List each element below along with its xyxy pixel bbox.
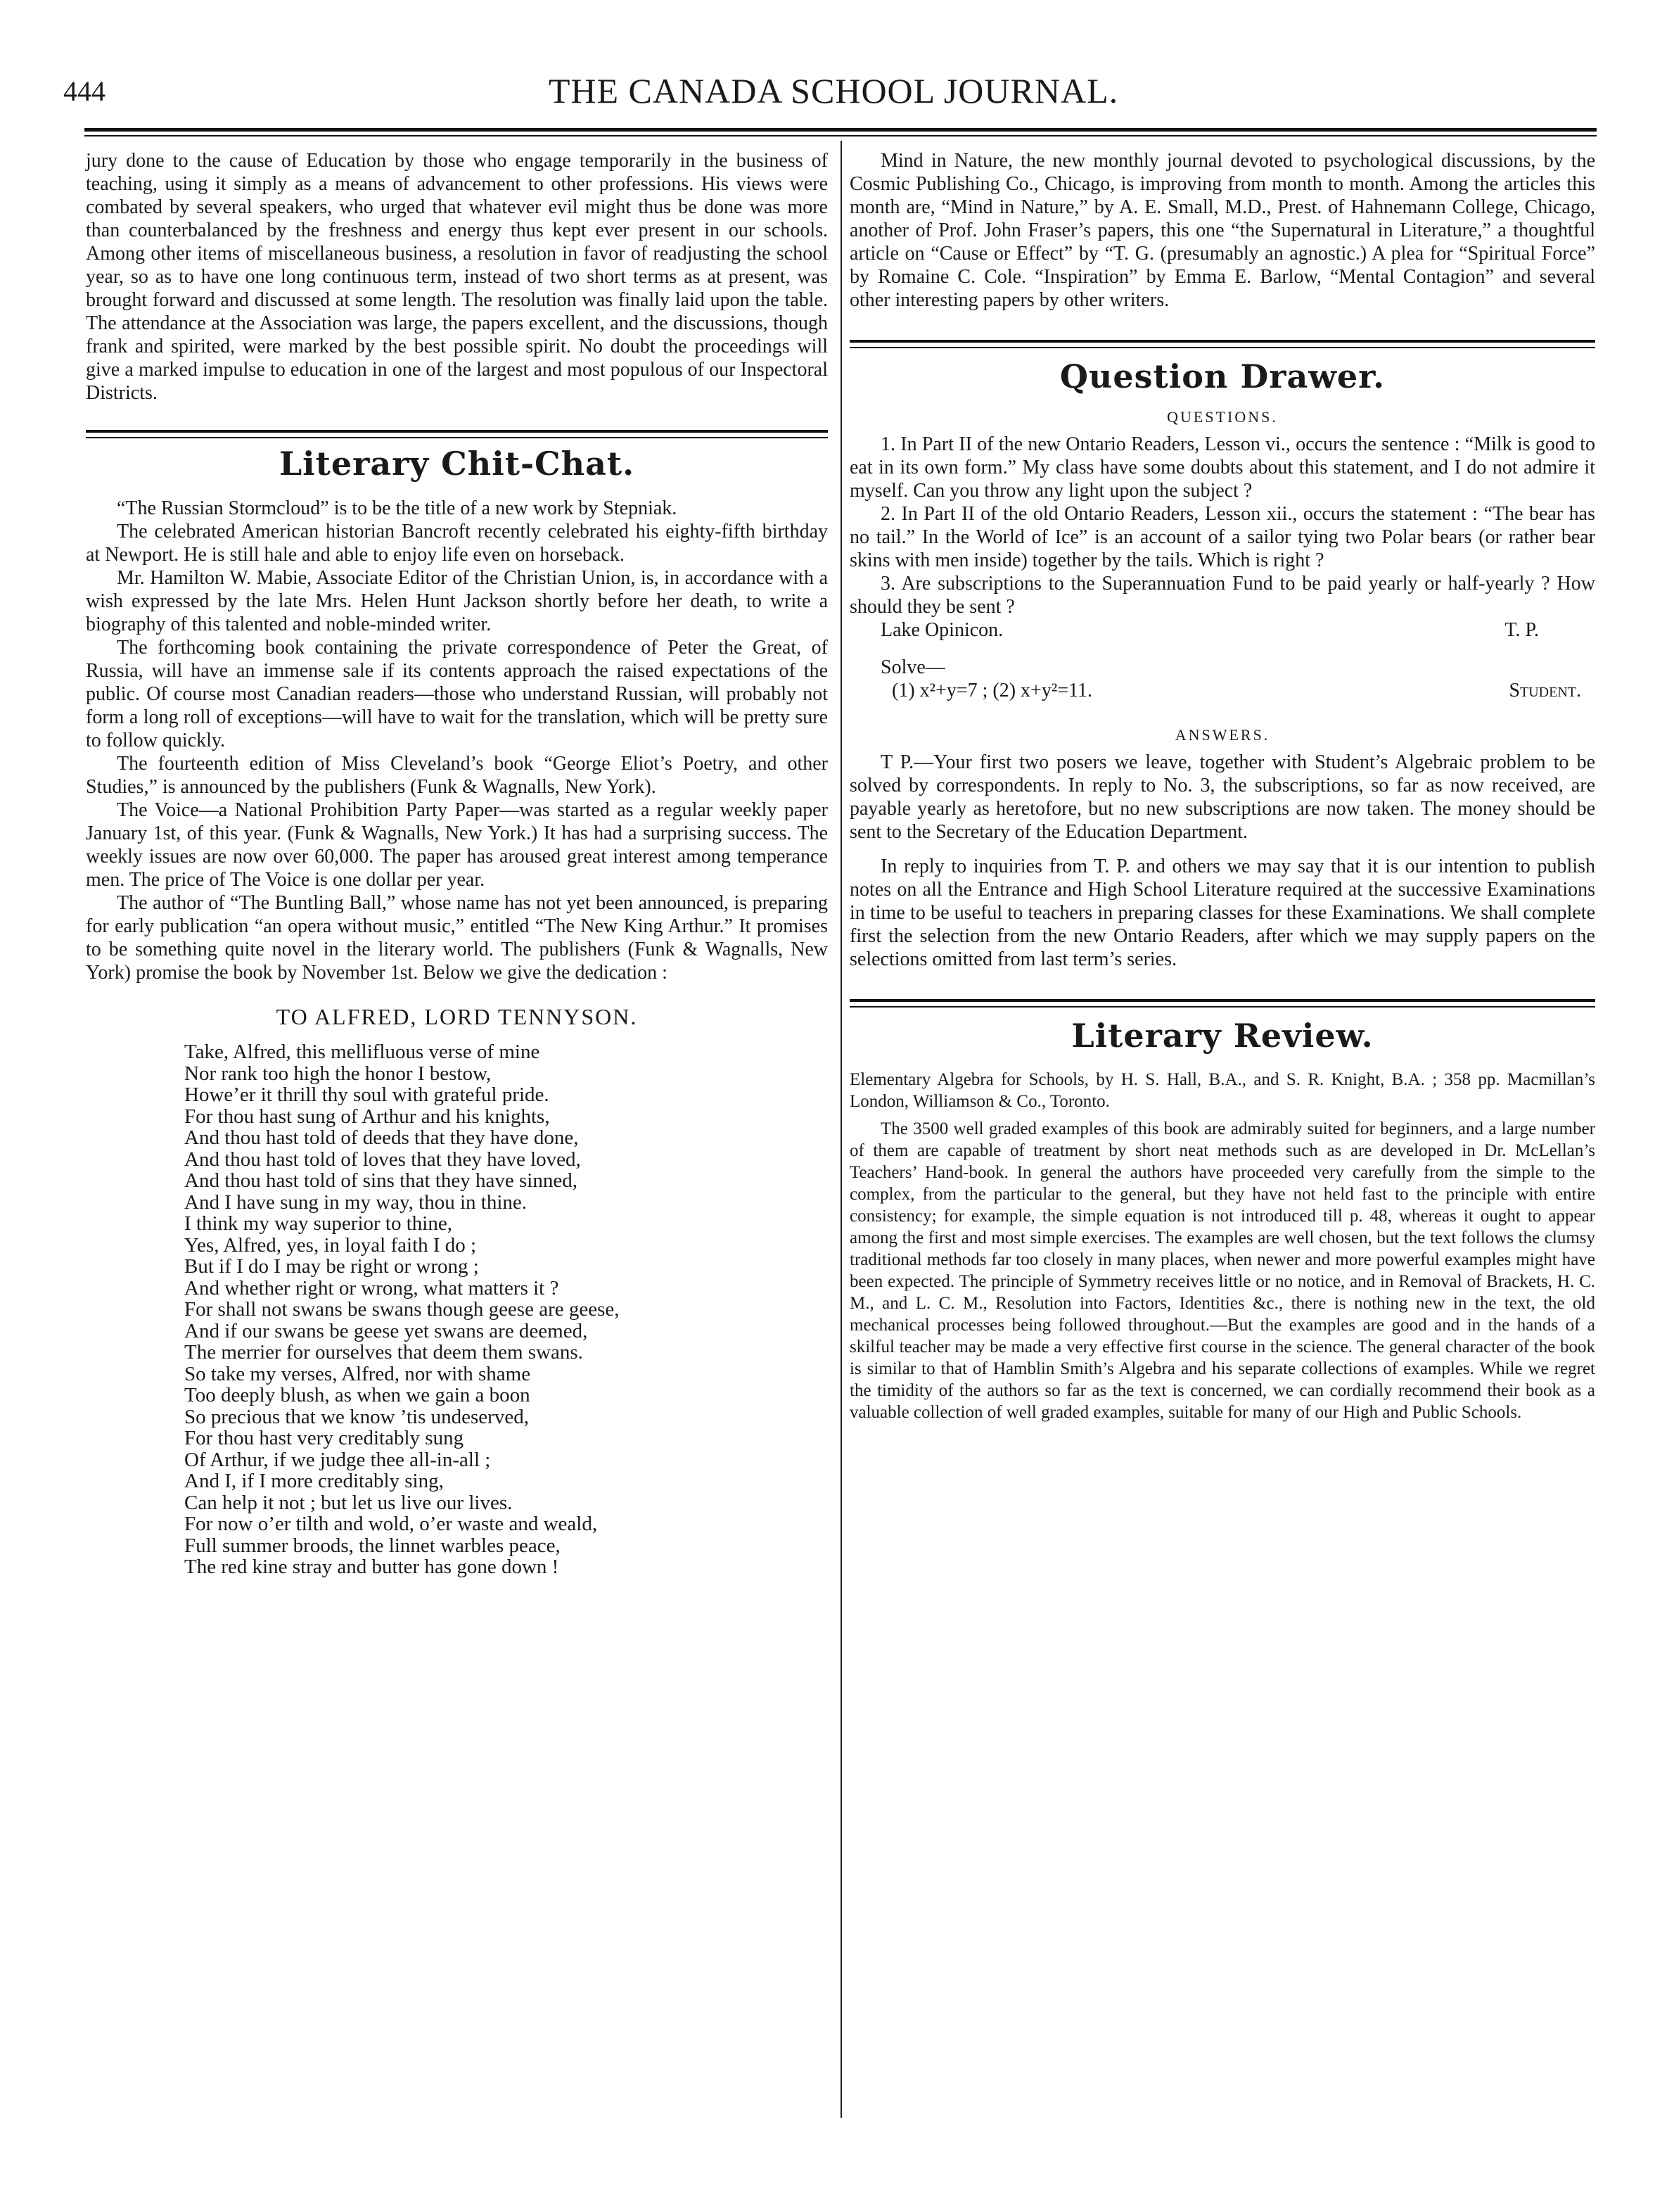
poem-line: For thou hast very creditably sung — [184, 1427, 464, 1449]
poem-line: For shall not swans be swans though geese are geese, — [184, 1298, 620, 1321]
poem-line: And thou hast told of loves that they have loved, — [184, 1148, 581, 1171]
poem-line: And if our swans be geese yet swans are deemed, — [184, 1319, 588, 1342]
poem — [184, 1041, 828, 1578]
chit-chat-item: The author of “The Buntling Ball,” whose name has not yet been announced, is preparing for early publication “an opera without music,” entitled “The New King Arthur.” It promises to be something quite novel in the literary world. The publishers (Funk & Wagnalls, New York) promise the book by November 1st. Below we give the dedication : — [86, 892, 828, 984]
chit-chat-item: The forthcoming book containing the private correspondence of Peter the Great, of Russia, will have an immense sale if its contents approach the raised expectations of the public. Of course most Canadian readers—those who understand Russian, will probably not form a long roll of exceptions—will have to wait for the translation, which will be pretty sure to follow quickly. — [86, 637, 828, 751]
chit-chat-item: The fourteenth edition of Miss Cleveland’s book “George Eliot’s Poetry, and other Studies,” is announced by the publishers (Funk & Wagnalls, New York). — [86, 753, 828, 798]
poem-line: But if I do I may be right or wrong ; — [184, 1255, 479, 1278]
section-rule — [850, 340, 1595, 348]
answer-item: In reply to inquiries from T. P. and others we may say that it is our intention to publish notes on all the Entrance and High School Literature required at the successive Examinations in time to be useful to teachers in preparing classes for these Examinations. We shall complete first the selection from the new Ontario Readers, after which we may supply papers on the selections omitted from last term’s series. — [850, 856, 1595, 970]
equation-signature: Student. — [1509, 680, 1581, 701]
poem-line: The merrier for ourselves that deem them swans. — [184, 1341, 583, 1364]
chit-chat-item: The Voice—a National Prohibition Party Paper—was started as a regular weekly paper January 1st, of this year. (Funk & Wagnalls, New York.) It has had a surprising success. The weekly issues are now over 60,000. The paper has aroused great interest among temperance men. The price of The Voice is one dollar per year. — [86, 799, 828, 891]
poem-line: The red kine stray and butter has gone down ! — [184, 1556, 559, 1578]
poem-line: And thou hast told of sins that they have sinned, — [184, 1169, 577, 1192]
page-number: 444 — [63, 75, 106, 107]
poem-line: I think my way superior to thine, — [184, 1212, 452, 1235]
poem-line: Yes, Alfred, yes, in loyal faith I do ; — [184, 1233, 477, 1257]
poem-line: And I, if I more creditably sing, — [184, 1470, 444, 1492]
poem-line: Howe’er it thrill thy soul with grateful pride. — [184, 1083, 549, 1106]
chit-chat-item: Mr. Hamilton W. Mabie, Associate Editor of the Christian Union, is, in accordance with a wish expressed by the late Mrs. Helen Hunt Jackson shortly before her death, to write a biography of this talented and noble-minded writer. — [86, 567, 828, 635]
page-header — [63, 70, 1604, 120]
poem-line: So precious that we know ’tis undeserved, — [184, 1405, 529, 1428]
poem-line: Too deeply blush, as when we gain a boon — [184, 1384, 530, 1406]
question-place: Lake Opinicon. — [881, 619, 1004, 641]
chit-chat-item: “The Russian Stormcloud” is to be the title of a new work by Stepniak. — [117, 497, 677, 519]
section-rule — [850, 999, 1595, 1008]
question-item: 3. Are subscriptions to the Superannuation Fund to be paid yearly or half-yearly ? How should they be sent ? — [850, 573, 1595, 618]
poem-line: Can help it not ; but let us live our lives. — [184, 1491, 513, 1514]
solve-label: Solve— — [881, 656, 945, 678]
review-text: The 3500 well graded examples of this book are admirably suited for beginners, and a large number of them are capable of treatment by short neat methods such as are developed in Dr. McLellan’s Teachers’ Hand-book. In general the authors have proceeded very carefully from the simple to the complex, from the particular to the general, but they have not held fast to the principle with entire consistency; for example, the simple equation is not introduced till p. 48, whereas it ought to appear among the first and most simple exercises. The examples are well chosen, but the text follows the clumsy traditional methods far too closely in many places, when newer and more powerful examples might have been expected. The principle of Symmetry receives little or no notice, and in Removal of Brackets, H. C. M., and L. C. M., Resolution into Factors, Identities &c., there is nothing new in the text, the old mechanical processes being followed throughout.—But the examples are good and in the hands of a skilful teacher may be made a very effective first course in the science. The general character of the book is similar to that of Hamblin Smith’s Algebra and his separate collections of examples. While we regret the timidity of the authors so far as the text is concerned, we can cordially recommend their book as a valuable collection of well graded examples, suitable for many of our High and Public Schools. — [850, 1119, 1595, 1422]
poem-title: TO ALFRED, LORD TENNYSON. — [276, 1004, 638, 1029]
poem-line: And I have sung in my way, thou in thine. — [184, 1190, 528, 1214]
intro-paragraph: jury done to the cause of Education by those who engage temporarily in the business of teaching, using it simply as a means of advancement to other professions. His views were combated by several speakers, who urged that whatever evil might thus be done was more than counterbalanced by the freshness and energy thus kept ever present in our schools. Among other items of miscellaneous business, a resolution in favor of readjusting the school year, so as to have one long continuous term, instead of two short terms as at present, was brought forward and discussed at some length. The resolution was finally laid upon the table. The attendance at the Association was large, the papers excellent, and the discussions, though frank and spirited, were marked by the best possible spirit. No doubt the proceedings will give a marked impulse to education in one of the largest and most populous of our Inspectoral Districts. — [86, 150, 828, 404]
mind-in-nature-paragraph: Mind in Nature, the new monthly journal devoted to psychological discussions, by the Cosmic Publishing Co., Chicago, is improving from month to month. Among the articles this month are, “Mind in Nature,” by A. E. Small, M.D., Prest. of Hahnemann College, Chicago, another of Prof. John Fraser’s papers, this one “the Supernatural in Literature,” a thoughtful article on “Cause or Effect” by “T. G. (presumably an agnostic.) A plea for “Spiritual Force” by Romaine C. Cole. “Inspiration” by Emma E. Barlow, “Mental Contagion” and several other interesting papers by other writers. — [850, 150, 1595, 311]
answer-item: T P.—Your first two posers we leave, together with Student’s Algebraic problem to be solved by correspondents. In reply to No. 3, the subscriptions, so far as now received, are payable yearly as heretofore, but no new subscriptions are now taken. The money should be sent to the Secretary of the Education Department. — [850, 751, 1595, 843]
question-signature-row — [850, 618, 1595, 642]
right-column — [850, 149, 1595, 1423]
equation-row — [850, 679, 1595, 702]
poem-line: For thou hast sung of Arthur and his knights, — [184, 1105, 550, 1128]
poem-line: Full summer broods, the linnet warbles peace, — [184, 1534, 561, 1557]
poem-line: Take, Alfred, this mellifluous verse of mine — [184, 1041, 540, 1063]
questions-heading: QUESTIONS. — [1167, 408, 1278, 426]
chit-chat-item: The celebrated American historian Bancroft recently celebrated his eighty-fifth birthday at Newport. He is still hale and able to enjoy life even on horseback. — [86, 521, 828, 566]
literary-review — [850, 1069, 1595, 1423]
section-title-literary-review: Literary Review. — [1071, 1017, 1374, 1055]
header-rule-thin — [84, 135, 1597, 136]
header-rule-thick — [84, 128, 1597, 132]
left-column — [86, 149, 828, 1578]
poem-line: And thou hast told of deeds that they have done, — [184, 1126, 579, 1149]
question-item: 1. In Part II of the new Ontario Readers, Lesson vi., occurs the sentence : “Milk is good to eat in its own form.” My class have some doubts about this statement, and I do not admire it myself. Can you throw any light upon the subject ? — [850, 433, 1595, 502]
answers-heading: ANSWERS. — [1175, 726, 1270, 744]
section-title-question-drawer: Question Drawer. — [1059, 357, 1386, 395]
question-signature: T. P. — [1504, 619, 1539, 641]
section-rule — [86, 430, 828, 438]
equation: (1) x²+y=7 ; (2) x+y²=11. — [892, 680, 1092, 701]
section-title-chit-chat: Literary Chit-Chat. — [279, 445, 635, 483]
poem-line: Nor rank too high the honor I bestow, — [184, 1062, 492, 1085]
poem-line: And whether right or wrong, what matters it ? — [184, 1276, 559, 1299]
column-divider — [841, 141, 842, 2118]
poem-line: Of Arthur, if we judge thee all-in-all ; — [184, 1448, 491, 1471]
review-reference: Elementary Algebra for Schools, by H. S. Hall, B.A., and S. R. Knight, B.A. ; 358 pp. Macmillan’s London, Williamson & Co., Toronto. — [850, 1070, 1595, 1111]
poem-line: So take my verses, Alfred, nor with shame — [184, 1362, 531, 1385]
question-item: 2. In Part II of the old Ontario Readers, Lesson xii., occurs the statement : “The bear has no tail.” In the World of Ice” is an account of a sailor tying two Polar bears (or rather bear skins with men inside) together by the tails. Which is right ? — [850, 503, 1595, 571]
journal-title: THE CANADA SCHOOL JOURNAL. — [548, 71, 1119, 110]
poem-line: For now o’er tilth and wold, o’er waste and weald, — [184, 1513, 598, 1535]
